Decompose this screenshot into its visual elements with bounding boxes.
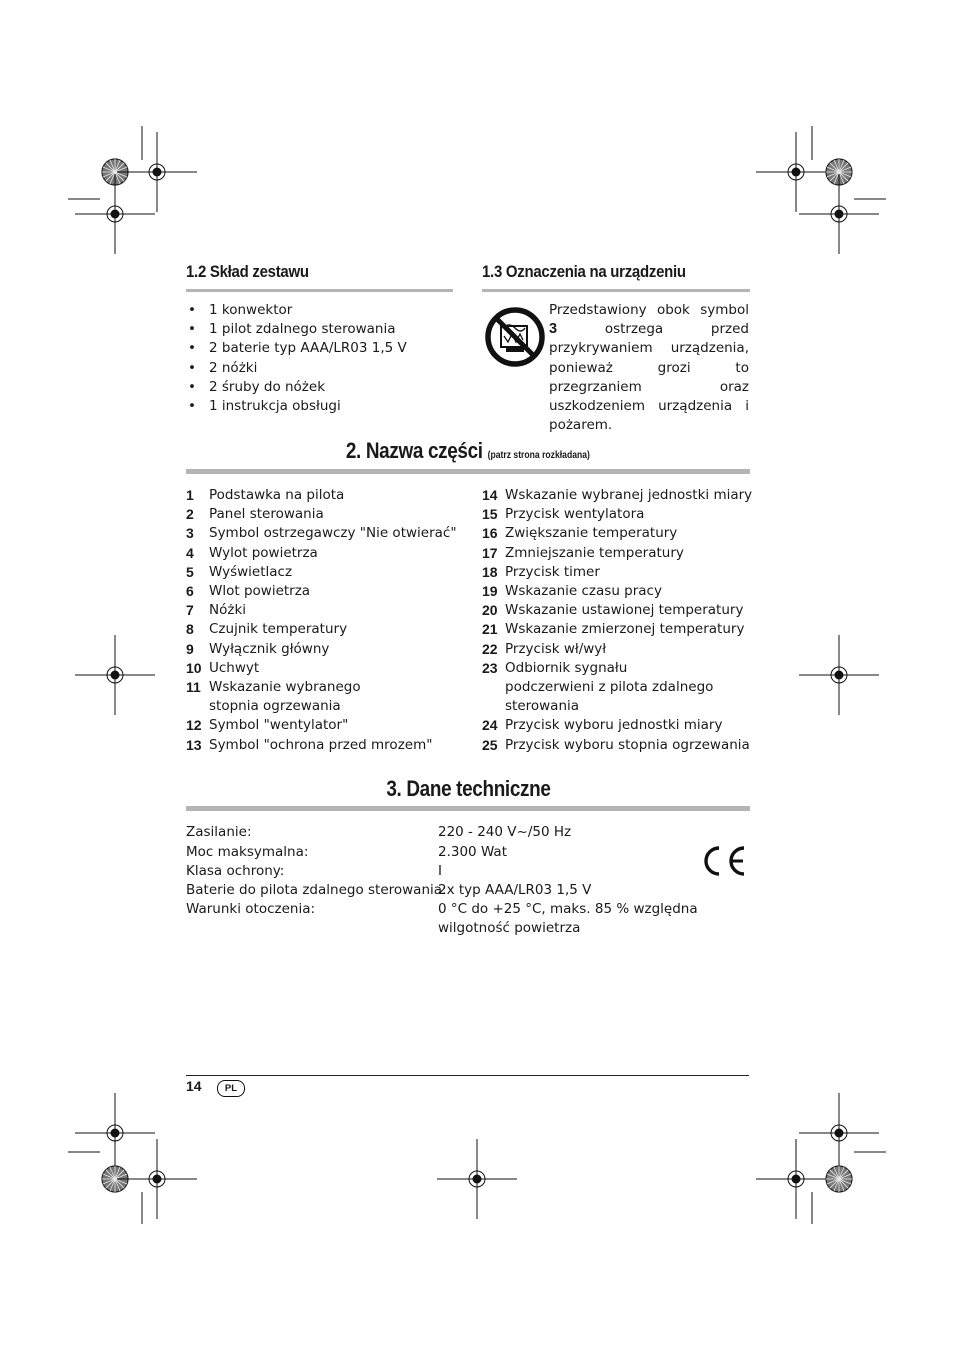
list-item: • 2 nóżki bbox=[186, 359, 456, 378]
page-number: 14 bbox=[186, 1078, 202, 1094]
list-item: 5 Wyświetlacz bbox=[186, 563, 293, 580]
section-2-rule bbox=[186, 469, 750, 474]
list-item: 19 Wskazanie czasu pracy bbox=[482, 583, 662, 600]
list-item: 25 Przycisk wyboru stopnia ogrzewania bbox=[482, 736, 750, 753]
list-item: 9 Wyłącznik główny bbox=[186, 640, 330, 657]
list-item: 10 Uchwyt bbox=[186, 659, 260, 676]
list-item: 22 Przycisk wł/wył bbox=[482, 640, 607, 657]
ce-mark bbox=[700, 843, 748, 879]
list-item: 16 Zwiększanie temperatury bbox=[482, 525, 678, 542]
warning-text-after: ostrzega przed przykrywaniem urządzenia, ponieważ grozi to przegrzaniem oraz uszkodzeniem urządzenia i pożarem. bbox=[549, 321, 749, 434]
list-item: • 1 instrukcja obsługi bbox=[186, 397, 456, 416]
section-2-heading: 2. Nazwa części bbox=[345, 438, 483, 463]
list-item: 24 Przycisk wyboru jednostki miary bbox=[482, 717, 723, 734]
list-item: 3 Symbol ostrzegawczy "Nie otwierać" bbox=[186, 525, 457, 542]
section-1-3-rule bbox=[482, 289, 750, 292]
list-item: 17 Zmniejszanie temperatury bbox=[482, 544, 684, 561]
section-1-2-heading: 1.2 Skład zestawu bbox=[186, 262, 309, 281]
list-item: 21 Wskazanie zmierzonej temperatury bbox=[482, 621, 745, 638]
list-item: 20 Wskazanie ustawionej temperatury bbox=[482, 602, 744, 619]
section-1-3-heading: 1.3 Oznaczenia na urządzeniu bbox=[482, 262, 686, 281]
list-item: • 2 śruby do nóżek bbox=[186, 378, 456, 397]
footer-rule bbox=[186, 1075, 749, 1076]
list-item: 11 Wskazanie wybranego stopnia ogrzewania bbox=[186, 679, 361, 715]
table-row: Warunki otoczenia: 0 °C do +25 °C, maks. 85 % względna wilgotność powietrza bbox=[186, 901, 698, 936]
section-2-heading-wrap bbox=[186, 438, 750, 464]
table-row: Baterie do pilota zdalnego sterowania: 2x typ AAA/LR03 1,5 V bbox=[186, 882, 592, 898]
section-3-heading-wrap bbox=[186, 776, 750, 802]
list-item: 23 Odbiornik sygnału podczerwieni z pilota zdalnego sterowania bbox=[482, 659, 714, 715]
section-1-2-rule bbox=[186, 289, 453, 292]
list-item: 8 Czujnik temperatury bbox=[186, 621, 348, 638]
list-item: 14 Wskazanie wybranej jednostki miary bbox=[482, 487, 753, 503]
list-item: • 1 pilot zdalnego sterowania bbox=[186, 320, 456, 339]
table-row: Moc maksymalna: 2.300 Wat bbox=[186, 844, 507, 860]
warning-text-before: Przedstawiony obok symbol bbox=[549, 302, 749, 318]
section-2-subheading: (patrz strona rozkładana) bbox=[487, 450, 591, 461]
parts-list-left bbox=[186, 486, 458, 755]
language-badge: PL bbox=[217, 1080, 245, 1097]
list-item: • 1 konwektor bbox=[186, 301, 456, 320]
parts-list-right bbox=[482, 486, 753, 755]
section-3-heading: 3. Dane techniczne bbox=[385, 776, 551, 801]
list-item: 15 Przycisk wentylatora bbox=[482, 506, 645, 523]
list-item: 1 Podstawka na pilota bbox=[186, 487, 345, 503]
table-row: Zasilanie: 220 - 240 V~/50 Hz bbox=[186, 824, 572, 840]
list-item: 2 Panel sterowania bbox=[186, 506, 324, 523]
list-item: 7 Nóżki bbox=[186, 602, 247, 619]
contents-list bbox=[186, 301, 456, 416]
table-row: Klasa ochrony: I bbox=[186, 863, 442, 879]
section-3-rule bbox=[186, 806, 750, 811]
list-item: 18 Przycisk timer bbox=[482, 563, 600, 580]
warning-description bbox=[549, 301, 749, 435]
list-item: 12 Symbol "wentylator" bbox=[186, 717, 349, 734]
list-item: • 2 baterie typ AAA/LR03 1,5 V bbox=[186, 339, 456, 358]
list-item: 4 Wylot powietrza bbox=[186, 544, 318, 561]
list-item: 6 Wlot powietrza bbox=[186, 583, 311, 600]
list-item: 13 Symbol "ochrona przed mrozem" bbox=[186, 736, 433, 753]
symbol-number: 3 bbox=[549, 321, 558, 338]
do-not-cover-icon bbox=[484, 306, 546, 368]
